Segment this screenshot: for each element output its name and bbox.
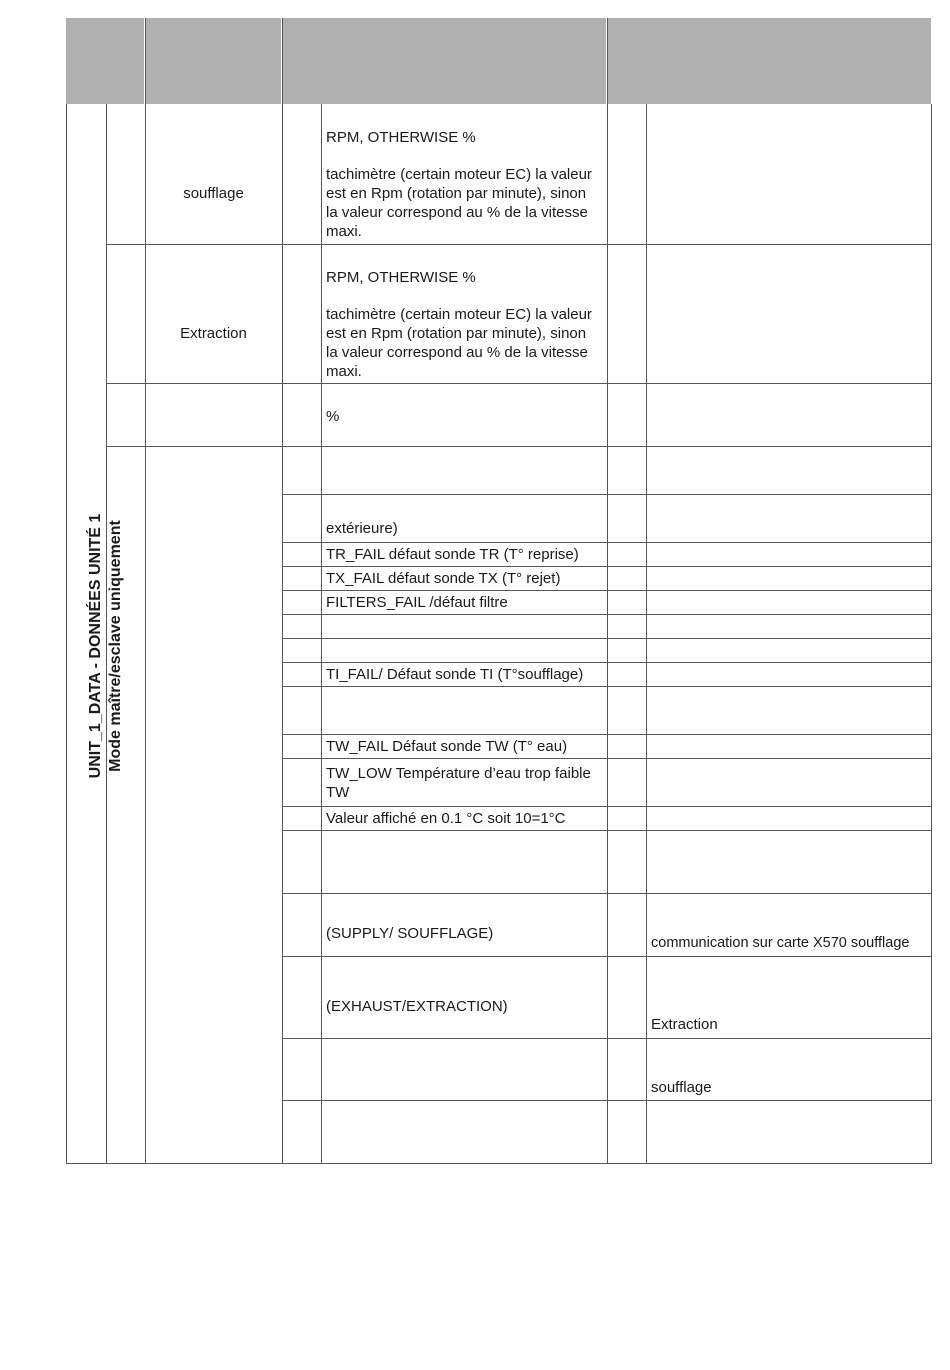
row-description: TI_FAIL/ Défaut sonde TI (T°soufflage) [326, 666, 584, 683]
row-description: FILTERS_FAIL /défaut filtre [326, 594, 508, 611]
row-description: (EXHAUST/EXTRACTION) [326, 998, 508, 1015]
row-note: Extraction [651, 1016, 718, 1033]
table-border [282, 830, 932, 831]
row-unit: RPM, OTHERWISE % [326, 269, 476, 286]
row-description: TX_FAIL défaut sonde TX (T° rejet) [326, 570, 561, 587]
row-note: communication sur carte X570 soufflage [651, 935, 910, 951]
table-border [282, 542, 932, 543]
table-border [646, 104, 647, 1164]
table-border [282, 806, 932, 807]
table-border [282, 662, 932, 663]
row-unit: RPM, OTHERWISE % [326, 129, 476, 146]
row-description: TR_FAIL défaut sonde TR (T° reprise) [326, 546, 579, 563]
row-description: extérieure) [326, 520, 398, 537]
table-border [282, 686, 932, 687]
row-description: TW_LOW Température d’eau trop faible TW [326, 765, 591, 801]
table-border [282, 956, 932, 957]
side-label-title: UNIT_1_DATA - DONNÉES UNITÉ 1 [87, 513, 104, 779]
row-note: soufflage [651, 1079, 712, 1096]
table-border [282, 614, 932, 615]
table-border [321, 104, 322, 1164]
table-border [66, 1163, 932, 1164]
row-name-soufflage: soufflage [183, 185, 244, 202]
table-header-col4 [608, 18, 931, 104]
table-border [106, 446, 932, 447]
row-unit: % [326, 408, 340, 425]
row-description: (SUPPLY/ SOUFFLAGE) [326, 925, 494, 942]
table-border [282, 1038, 932, 1039]
row-description: tachimètre (certain moteur EC) la valeur est en Rpm (rotation par minute), sinon la valeur correspond au % de la vitesse maxi. [326, 166, 592, 240]
table-header-col3 [283, 18, 606, 104]
table-border [282, 590, 932, 591]
side-label-subtitle: Mode maître/esclave uniquement [107, 520, 124, 772]
table-border [282, 1100, 932, 1101]
unit-data-side-label [66, 446, 146, 846]
table-border [282, 494, 932, 495]
row-description: tachimètre (certain moteur EC) la valeur est en Rpm (rotation par minute), sinon la valeur correspond au % de la vitesse maxi. [326, 306, 592, 380]
table-border [282, 638, 932, 639]
table-border [931, 104, 932, 1164]
row-description: TW_FAIL Défaut sonde TW (T° eau) [326, 738, 568, 755]
table-border [282, 758, 932, 759]
table-border [282, 734, 932, 735]
table-header-col2 [146, 18, 281, 104]
table-border [282, 893, 932, 894]
table-border [106, 383, 932, 384]
table-border [282, 18, 283, 1164]
row-name-extraction: Extraction [180, 325, 247, 342]
table-border [106, 244, 932, 245]
table-header-col1 [66, 18, 144, 104]
table-border [282, 566, 932, 567]
row-description: Valeur affiché en 0.1 °C soit 10=1°C [326, 810, 566, 827]
